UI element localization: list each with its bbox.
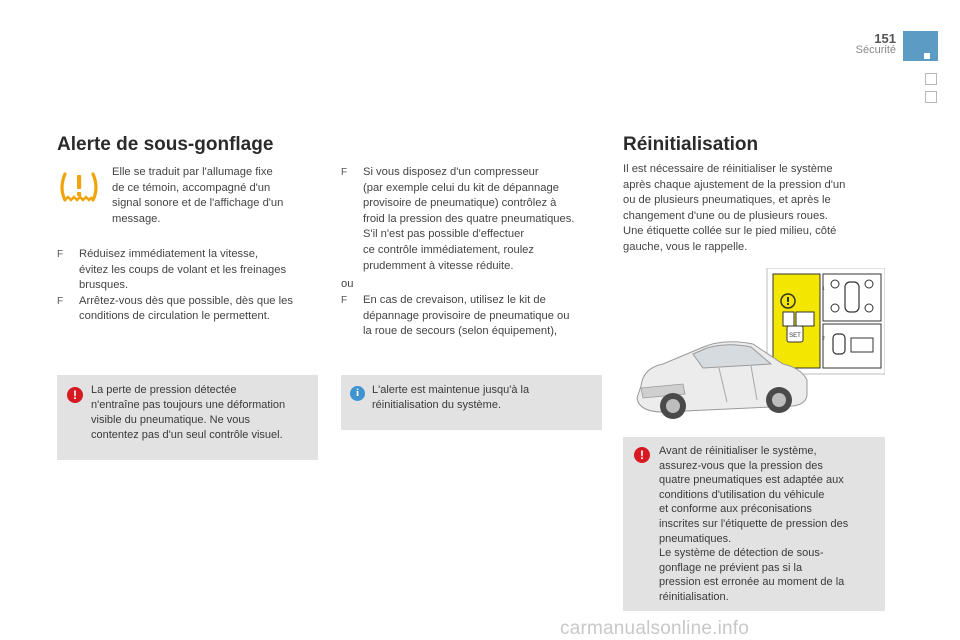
text-line: ou de plusieurs pneumatiques, et après le <box>623 194 831 207</box>
text-line: Elle se traduit par l'allumage fixe <box>112 166 273 178</box>
bullet-item <box>341 293 603 340</box>
section-tab[interactable] <box>903 31 938 61</box>
middle-bullet-2 <box>341 293 603 340</box>
text-line: pression est erronée au moment de la <box>659 576 845 589</box>
text-line: En cas de crevaison, utilisez le kit de <box>363 294 546 306</box>
page-number: 151 <box>874 31 896 46</box>
label-step-1: 1 <box>822 286 825 292</box>
watermark: carmanualsonline.info <box>560 618 750 639</box>
info-icon: i <box>350 386 365 401</box>
right-title: Réinitialisation <box>623 134 759 155</box>
text-line: Il est nécessaire de réinitialiser le système <box>623 163 833 175</box>
text-line: prudemment à vitesse réduite. <box>363 259 514 272</box>
tpms-warning-icon <box>57 168 101 208</box>
text-line: gonflage ne prévient pas si la <box>659 561 803 574</box>
text-line: quatre pneumatiques est adaptée aux <box>659 474 844 487</box>
reset-text <box>623 162 888 256</box>
left-title: Alerte de sous-gonflage <box>57 134 274 155</box>
warning-text <box>91 383 313 443</box>
info-text <box>372 383 597 413</box>
text-line: Avant de réinitialiser le système, <box>659 445 817 457</box>
text-line: Si vous disposez d'un compresseur <box>363 166 539 178</box>
warning-icon: ! <box>67 387 83 403</box>
text-line: gauche, vous le rappelle. <box>623 240 748 253</box>
text-line: provisoire de pneumatique) contrôlez à <box>363 197 557 210</box>
text-line: changement d'une ou de plusieurs roues. <box>623 209 828 222</box>
text-line: Arrêtez-vous dès que possible, dès que les <box>79 294 293 307</box>
warning-box <box>57 375 318 460</box>
intro-text <box>112 165 322 227</box>
reset-warning-text <box>659 444 881 605</box>
text-line: Réduisez immédiatement la vitesse, <box>79 248 259 260</box>
text-line: et conforme aux préconisations <box>659 503 812 516</box>
text-line: froid la pression des quatre pneumatiques. <box>363 212 575 225</box>
text-line: assurez-vous que la pression des <box>659 459 823 472</box>
text-line: ce contrôle immédiatement, roulez <box>363 243 534 256</box>
text-line: réinitialisation. <box>659 590 729 603</box>
bullet-item <box>57 247 322 294</box>
section-name: Sécurité <box>855 44 896 56</box>
car-label-illustration <box>623 268 885 428</box>
bullet-icon: F <box>341 295 348 306</box>
label-step-2: 2 <box>822 336 825 342</box>
text-line: dépannage provisoire de pneumatique ou <box>363 309 570 322</box>
bullet-item <box>341 165 603 274</box>
or-text: ou <box>341 278 354 290</box>
text-line: conditions de circulation le permettent. <box>79 310 270 323</box>
text-line: Une étiquette collée sur le pied milieu, côté <box>623 225 837 238</box>
text-line: contentez pas d'un seul contrôle visuel. <box>91 429 283 441</box>
text-line: réinitialisation du système. <box>372 399 502 411</box>
text-line: la roue de secours (selon équipement), <box>363 325 558 338</box>
text-line: (par exemple celui du kit de dépannage <box>363 181 559 194</box>
bullet-item <box>57 294 322 325</box>
text-line: évitez les coups de volant et les freinages <box>79 263 287 276</box>
nav-square-icon[interactable] <box>925 91 937 103</box>
left-bullets <box>57 247 322 325</box>
text-line: Le système de détection de sous- <box>659 547 824 560</box>
text-line: conditions d'utilisation du véhicule <box>659 488 825 501</box>
set-label: SET <box>789 333 801 339</box>
text-line: message. <box>112 212 161 225</box>
warning-icon: ! <box>634 447 650 463</box>
middle-bullet-1 <box>341 165 603 274</box>
text-line: signal sonore et de l'affichage d'un <box>112 197 284 210</box>
text-line: pneumatiques. <box>659 532 732 545</box>
reset-warning-box <box>623 437 885 611</box>
text-line: La perte de pression détectée <box>91 384 237 396</box>
text-line: de ce témoin, accompagné d'un <box>112 181 271 194</box>
tab-marker-icon <box>924 53 930 59</box>
text-line: n'entraîne pas toujours une déformation <box>91 399 286 411</box>
text-line: brusques. <box>79 279 129 292</box>
bullet-icon: F <box>341 167 348 178</box>
nav-square-icon[interactable] <box>925 73 937 85</box>
text-line: inscrites sur l'étiquette de pression des <box>659 517 849 530</box>
text-line: S'il n'est pas possible d'effectuer <box>363 228 525 241</box>
info-box <box>341 375 602 430</box>
text-line: visible du pneumatique. Ne vous <box>91 414 250 426</box>
bullet-icon: F <box>57 295 64 307</box>
bullet-icon: F <box>57 249 64 260</box>
text-line: après chaque ajustement de la pression d'un <box>623 178 846 191</box>
text-line: L'alerte est maintenue jusqu'à la <box>372 384 530 396</box>
